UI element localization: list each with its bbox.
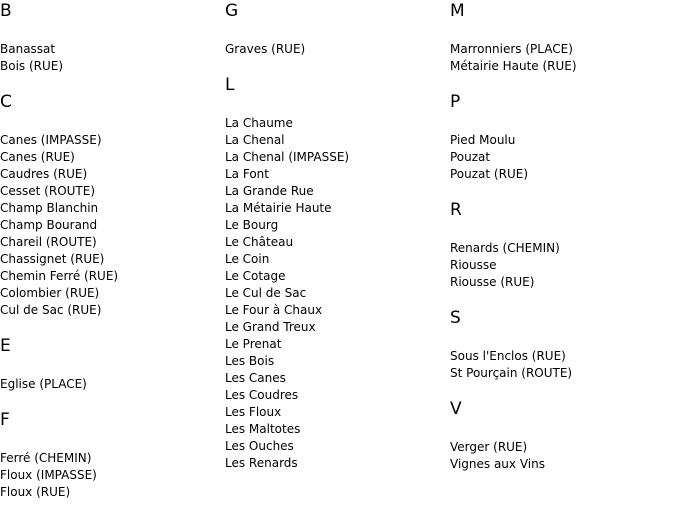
street-item[interactable]: Riousse (450, 258, 497, 272)
street-item[interactable]: St Pourçain (ROUTE) (450, 366, 573, 380)
street-item[interactable]: Chassignet (RUE) (0, 252, 105, 266)
street-item[interactable]: Pouzat (450, 150, 491, 164)
street-item[interactable]: Le Four à Chaux (225, 303, 323, 317)
street-item[interactable]: Chareil (ROUTE) (0, 235, 97, 249)
street-item[interactable]: Ferré (CHEMIN) (0, 451, 92, 465)
section-letter: S (450, 308, 461, 328)
section-letter: R (450, 200, 462, 220)
street-item[interactable]: Les Bois (225, 354, 275, 368)
street-item[interactable]: Colombier (RUE) (0, 286, 100, 300)
street-item[interactable]: La Grande Rue (225, 184, 314, 198)
street-item[interactable]: Les Floux (225, 405, 282, 419)
section-letter: L (225, 75, 235, 95)
street-item[interactable]: Le Prenat (225, 337, 282, 351)
street-item[interactable]: Vignes aux Vins (450, 457, 545, 471)
section-letter: G (225, 1, 239, 21)
street-item[interactable]: Marronniers (PLACE) (450, 42, 573, 56)
letter-group-b (0, 0, 220, 75)
street-item[interactable]: Verger (RUE) (450, 440, 528, 454)
street-item[interactable]: La Font (225, 167, 269, 181)
letter-group-g (225, 0, 445, 58)
street-item[interactable]: Pouzat (RUE) (450, 167, 528, 181)
street-item[interactable]: Les Ouches (225, 439, 294, 453)
street-item[interactable]: Floux (IMPASSE) (0, 468, 97, 482)
section-letter: P (450, 92, 461, 112)
letter-group-f (0, 409, 220, 501)
street-item[interactable]: Le Coin (225, 252, 270, 266)
street-item[interactable]: La Chenal (IMPASSE) (225, 150, 350, 164)
street-item[interactable]: Cesset (ROUTE) (0, 184, 96, 198)
street-item[interactable]: Cul de Sac (RUE) (0, 303, 102, 317)
street-item[interactable]: Canes (IMPASSE) (0, 133, 102, 147)
column-1 (0, 0, 220, 501)
street-item[interactable]: Canes (RUE) (0, 150, 75, 164)
street-item[interactable]: Les Maltotes (225, 422, 301, 436)
letter-group-l (225, 74, 445, 472)
street-item[interactable]: Les Coudres (225, 388, 299, 402)
letter-group-e (0, 335, 220, 393)
street-item[interactable]: Le Bourg (225, 218, 279, 232)
street-item[interactable]: Bois (RUE) (0, 59, 64, 73)
street-item[interactable]: Métairie Haute (RUE) (450, 59, 577, 73)
letter-group-s (450, 307, 670, 382)
column-2 (225, 0, 445, 472)
section-letter: B (0, 1, 12, 21)
street-item[interactable]: Le Château (225, 235, 294, 249)
section-letter: E (0, 336, 11, 356)
street-item[interactable]: Le Cul de Sac (225, 286, 307, 300)
letter-group-p (450, 91, 670, 183)
street-item[interactable]: La Chaume (225, 116, 293, 130)
column-3 (450, 0, 670, 473)
street-item[interactable]: Champ Bourand (0, 218, 98, 232)
street-item[interactable]: Sous l'Enclos (RUE) (450, 349, 566, 363)
street-item[interactable]: Pied Moulu (450, 133, 516, 147)
street-item[interactable]: Les Canes (225, 371, 286, 385)
section-letter: V (450, 399, 462, 419)
street-item[interactable]: La Métairie Haute (225, 201, 332, 215)
street-item[interactable]: Le Cotage (225, 269, 286, 283)
street-item[interactable]: La Chenal (225, 133, 285, 147)
letter-group-m (450, 0, 670, 75)
section-letter: C (0, 92, 12, 112)
section-letter: F (0, 410, 10, 430)
letter-group-v (450, 398, 670, 473)
street-item[interactable]: Riousse (RUE) (450, 275, 535, 289)
street-item[interactable]: Graves (RUE) (225, 42, 306, 56)
street-item[interactable]: Champ Blanchin (0, 201, 99, 215)
street-item[interactable]: Chemin Ferré (RUE) (0, 269, 119, 283)
letter-group-r (450, 199, 670, 291)
street-item[interactable]: Floux (RUE) (0, 485, 71, 499)
street-item[interactable]: Renards (CHEMIN) (450, 241, 560, 255)
street-item[interactable]: Caudres (RUE) (0, 167, 88, 181)
street-item[interactable]: Eglise (PLACE) (0, 377, 87, 391)
street-item[interactable]: Le Grand Treux (225, 320, 316, 334)
street-item[interactable]: Les Renards (225, 456, 298, 470)
section-letter: M (450, 1, 465, 21)
letter-group-c (0, 91, 220, 319)
street-item[interactable]: Banassat (0, 42, 56, 56)
